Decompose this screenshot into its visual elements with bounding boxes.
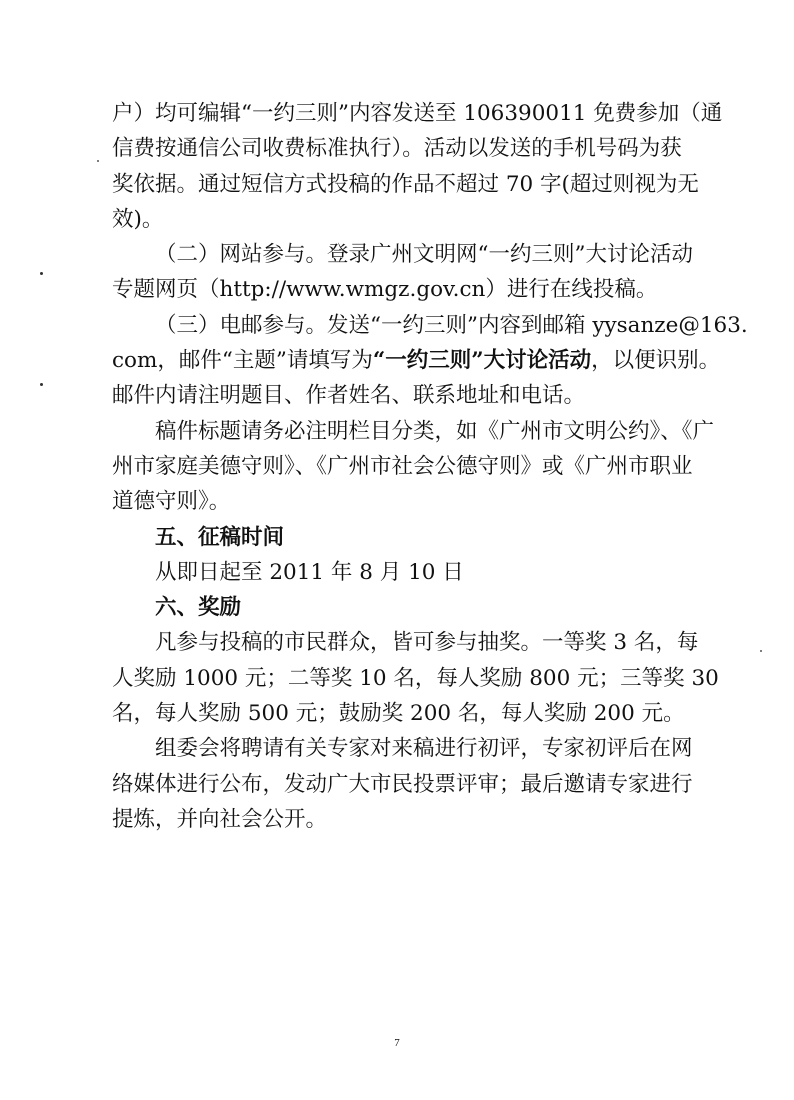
document-body — [112, 96, 748, 837]
body-line: 络媒体进行公布，发动广大市民投票评审；最后邀请专家进行 — [112, 771, 693, 797]
scan-mark — [40, 383, 43, 386]
email-subject-prefix: com，邮件“主题”请填写为 — [112, 348, 373, 374]
deadline-text: 从即日起至 2011 年 8 月 10 日 — [155, 559, 464, 585]
body-line: 效)。 — [112, 206, 164, 232]
body-line: 提炼，并向社会公开。 — [112, 806, 328, 832]
paragraph-awards: 凡参与投稿的市民群众，皆可参与抽奖。一等奖 3 名，每 — [155, 630, 699, 656]
paragraph-website: （二）网站参与。登录广州文明网“一约三则”大讨论活动 — [155, 242, 693, 268]
scan-mark — [40, 272, 43, 275]
email-subject-suffix: ，以便识别。 — [591, 348, 721, 374]
scan-speck — [760, 650, 762, 652]
paragraph-title-rules: 稿件标题请务必注明栏目分类，如《广州市文明公约》、《广 — [155, 418, 715, 444]
section-heading-awards: 六、奖励 — [155, 595, 242, 621]
body-line: 州市家庭美德守则》、《广州市社会公德守则》或《广州市职业 — [112, 453, 693, 479]
body-line: 奖依据。通过短信方式投稿的作品不超过 70 字(超过则视为无 — [112, 171, 699, 197]
body-line: 专题网页（http://www.wmgz.gov.cn）进行在线投稿。 — [112, 277, 658, 303]
paragraph-email: （三）电邮参与。发送“一约三则”内容到邮箱 yysanze@163. — [155, 312, 748, 338]
body-line: 道德守则》。 — [112, 489, 231, 515]
body-line: 户）均可编辑“一约三则”内容发送至 106390011 免费参加（通 — [112, 101, 723, 126]
scan-speck — [97, 160, 99, 162]
paragraph-review: 组委会将聘请有关专家对来稿进行初评，专家初评后在网 — [155, 736, 693, 762]
section-heading-deadline: 五、征稿时间 — [155, 524, 285, 550]
page-number: 7 — [394, 1037, 400, 1049]
body-line: 信费按通信公司收费标准执行）。活动以发送的手机号码为获 — [112, 136, 682, 162]
body-line — [112, 343, 721, 378]
email-subject-title: “一约三则”大讨论活动 — [372, 348, 592, 374]
body-line: 名，每人奖励 500 元；鼓励奖 200 名，每人奖励 200 元。 — [112, 701, 685, 727]
body-line: 人奖励 1000 元；二等奖 10 名，每人奖励 800 元；三等奖 30 — [112, 665, 719, 691]
body-line: 邮件内请注明题目、作者姓名、联系地址和电话。 — [112, 383, 586, 409]
